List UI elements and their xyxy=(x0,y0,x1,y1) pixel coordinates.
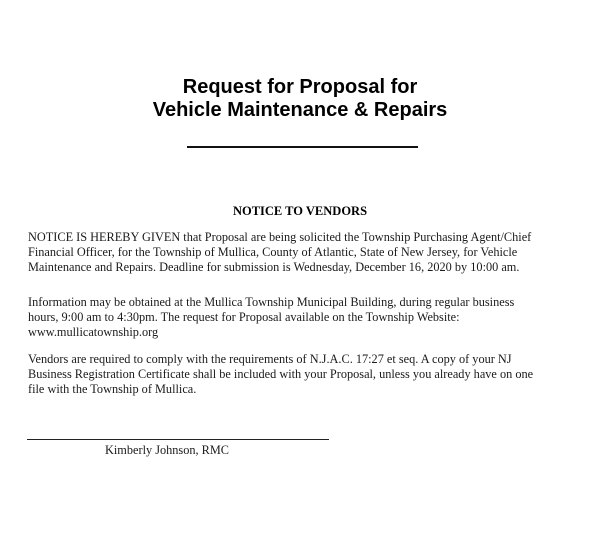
paragraph-line: Financial Officer, for the Township of Mullica, County of Atlantic, State of New Jersey, for Vehicle xyxy=(28,245,518,259)
document-title-line-1: Request for Proposal for xyxy=(182,76,418,98)
title-underline-divider xyxy=(187,146,418,148)
document-title-line-2: Vehicle Maintenance & Repairs xyxy=(152,99,448,121)
paragraph-requirements xyxy=(28,352,588,397)
paragraph-line: Information may be obtained at the Mullica Township Municipal Building, during regular business xyxy=(28,295,515,309)
paragraph-line: Business Registration Certificate shall be included with your Proposal, unless you already have on one xyxy=(28,367,534,381)
paragraph-information xyxy=(28,295,588,340)
paragraph-line: file with the Township of Mullica. xyxy=(28,382,197,396)
paragraph-solicitation-notice xyxy=(28,230,588,275)
paragraph-line: hours, 9:00 am to 4:30pm. The request for Proposal available on the Township Website: xyxy=(28,310,460,324)
paragraph-line: Maintenance and Repairs. Deadline for submission is Wednesday, December 16, 2020 by 10:00 am. xyxy=(28,260,520,274)
notice-heading: NOTICE TO VENDORS xyxy=(232,204,368,218)
paragraph-line: NOTICE IS HEREBY GIVEN that Proposal are being solicited the Township Purchasing Agent/Chief xyxy=(28,230,532,244)
paragraph-line: Vendors are required to comply with the requirements of N.J.A.C. 17:27 et seq. A copy of your NJ xyxy=(28,352,512,366)
signature-name: Kimberly Johnson, RMC xyxy=(105,443,230,457)
paragraph-line: www.mullicatownship.org xyxy=(28,325,159,339)
signature-line xyxy=(27,439,329,440)
